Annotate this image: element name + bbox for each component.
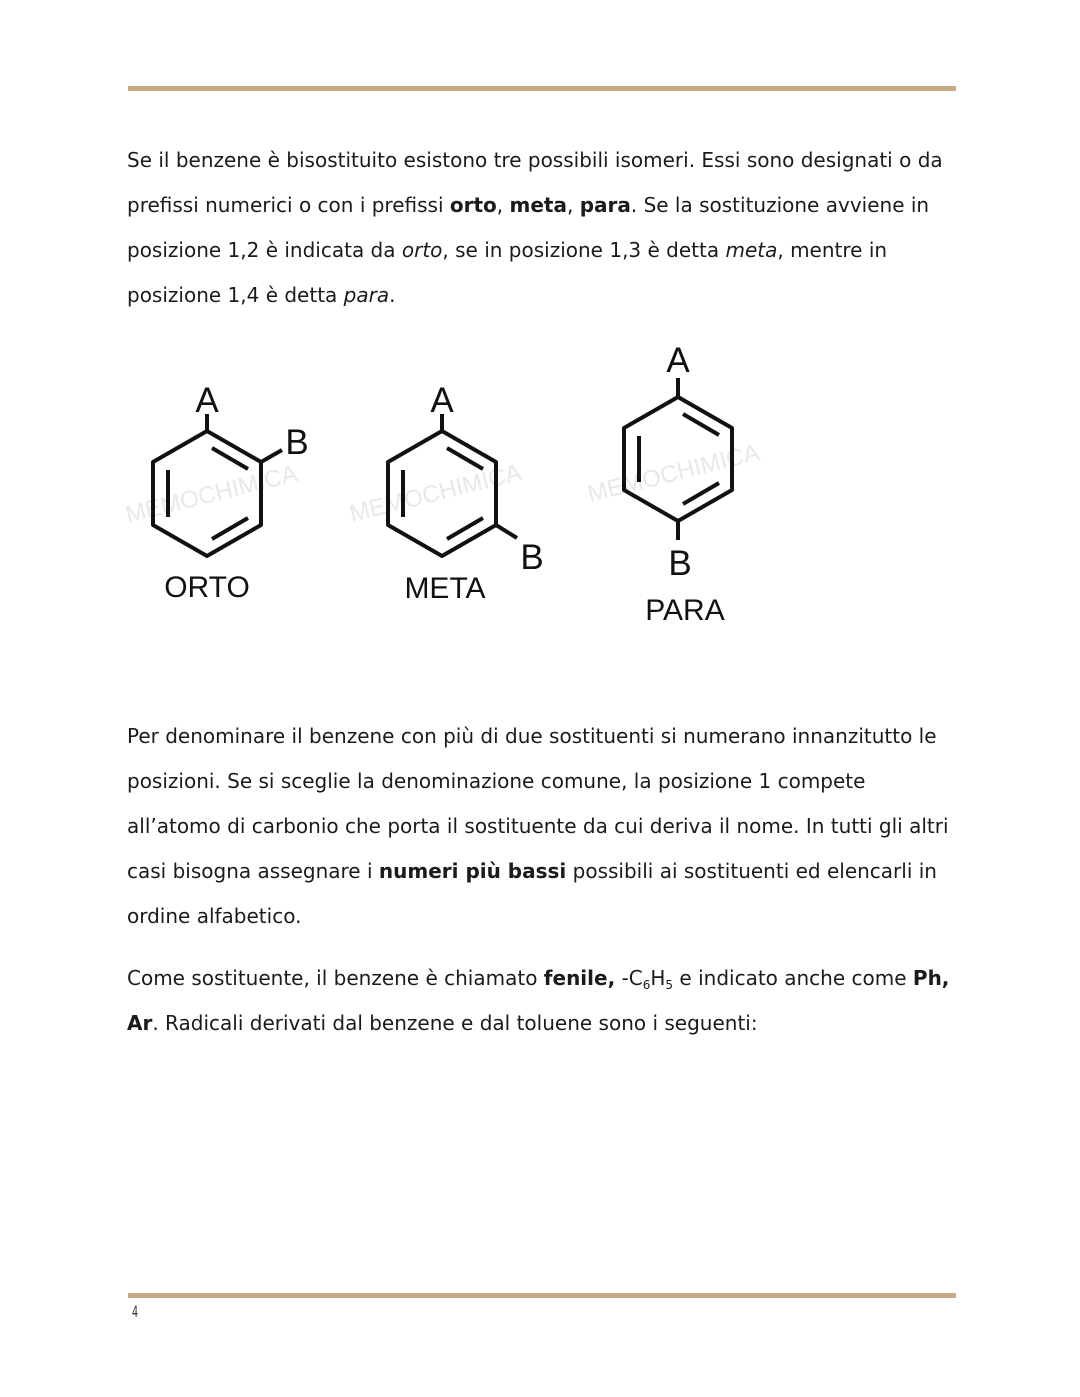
- paragraph-phenyl: [127, 956, 957, 1046]
- text: . Se la sostituzione avviene in posizione 1,2 è indicata da: [127, 193, 930, 262]
- paragraph-numbering: [127, 714, 957, 939]
- text: , mentre in posizione 1,4 è detta: [127, 238, 888, 307]
- text: Per denominare il benzene con più di due sostituenti si numerano innanzitutto le posizioni. Se si sceglie la denominazione comune, la posizione 1 compete all’atomo di carbonio che porta il sostituente da cui deriva il nome. In tutti gli altri casi bisogna assegnare i: [127, 724, 949, 883]
- watermark: MEMOCHIMICA: [122, 460, 301, 529]
- substituent-a-label: A: [666, 341, 690, 380]
- term-fenile: fenile,: [543, 966, 616, 990]
- subscript: 6: [642, 978, 651, 992]
- bond-b: [496, 525, 517, 538]
- italic-meta: meta: [725, 238, 778, 262]
- term-ph: Ph,: [912, 966, 950, 990]
- watermark: MEMOCHIMICA: [584, 439, 763, 508]
- text: Come sostituente, il benzene è chiamato: [127, 966, 544, 990]
- italic-para: para: [343, 283, 390, 307]
- term-lowest-numbers: numeri più bassi: [378, 859, 567, 883]
- text: H: [650, 966, 666, 990]
- footer-rule: [128, 1293, 956, 1298]
- substituent-b-label: B: [520, 538, 544, 577]
- text: -C: [615, 966, 643, 990]
- text: ,: [566, 193, 580, 217]
- header-rule: [128, 86, 956, 91]
- page-number: 4: [132, 1302, 139, 1321]
- meta-label: META: [404, 572, 486, 605]
- italic-orto: orto: [401, 238, 443, 262]
- term-meta: meta: [509, 193, 567, 217]
- para-label: PARA: [645, 594, 725, 627]
- text: possibili ai sostituenti ed elencarli in ordine alfabetico.: [127, 859, 937, 928]
- term-ar: Ar: [127, 1011, 153, 1035]
- benzene-isomers-figure: [0, 330, 1080, 650]
- text: .: [389, 283, 396, 307]
- substituent-a-label: A: [195, 381, 219, 420]
- subscript: 5: [665, 978, 674, 992]
- paragraph-disubstituted-isomers: [127, 138, 957, 318]
- text: e indicato anche come: [673, 966, 913, 990]
- orto-label: ORTO: [164, 571, 250, 604]
- term-para: para: [579, 193, 631, 217]
- term-orto: orto: [449, 193, 497, 217]
- substituent-a-label: A: [430, 381, 454, 420]
- substituent-b-label: B: [668, 544, 692, 583]
- text: , se in posizione 1,3 è detta: [442, 238, 726, 262]
- text: . Radicali derivati dal benzene e dal toluene sono i seguenti:: [152, 1011, 758, 1035]
- bond-b: [261, 450, 282, 462]
- text: ,: [496, 193, 510, 217]
- substituent-b-label: B: [285, 423, 309, 462]
- text: Se il benzene è bisostituito esistono tre possibili isomeri. Essi sono designati o da prefissi numerici o con i prefissi: [127, 148, 943, 217]
- watermark: MEMOCHIMICA: [346, 459, 525, 528]
